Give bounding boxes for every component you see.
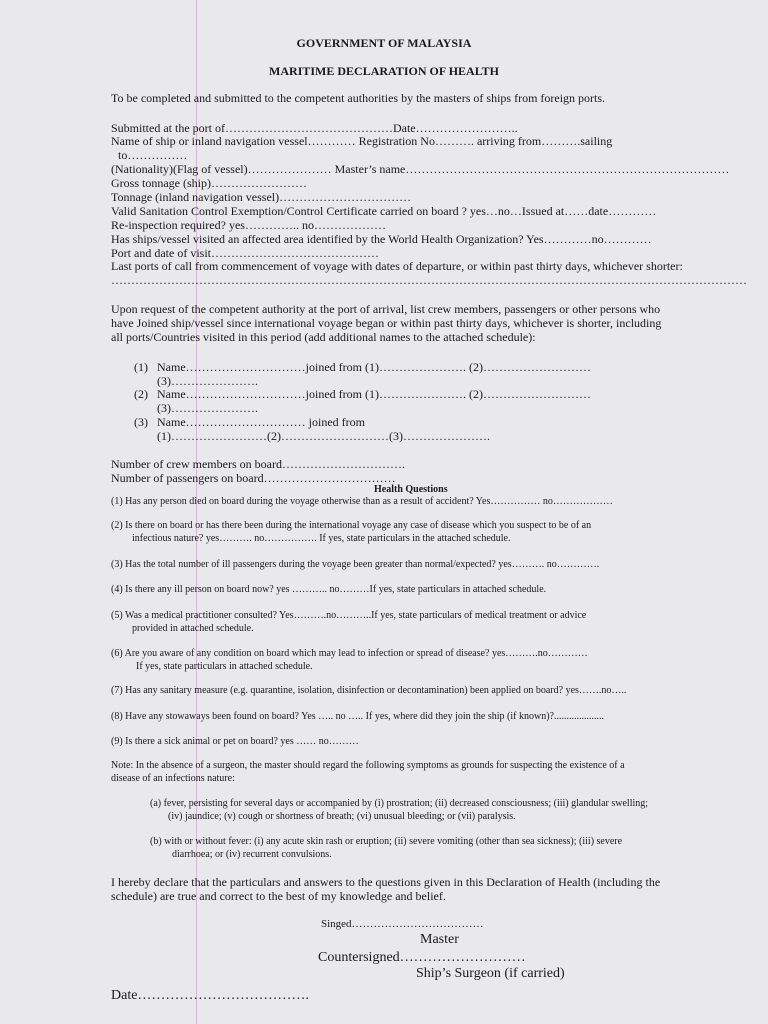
health-questions-title: Health Questions	[374, 484, 448, 495]
symptom-b: diarrhoea; or (iv) recurrent convulsions.	[172, 849, 332, 860]
health-question: (1) Has any person died on board during the voyage otherwise than as a result of accident? Yes…………… no………………	[111, 496, 613, 507]
note-text: Note: In the absence of a surgeon, the master should regard the following symptoms as grounds for suspecting the existence of a	[111, 760, 625, 771]
declaration-text: I hereby declare that the particulars and answers to the questions given in this Declaration of Health (including the	[111, 875, 661, 889]
symptom-a: (iv) jaundice; (v) cough or shortness of breath; (vi) unusual bleeding; or (vii) paralysis.	[168, 811, 516, 822]
health-question: (8) Have any stowaways been found on board? Yes ….. no ….. If yes, where did they join the ship (if known)?....................	[111, 711, 604, 722]
field-port-date: Submitted at the port of……………………………………Date……………………..	[111, 121, 518, 135]
note-text: disease of an infections nature:	[111, 773, 235, 784]
health-question: (7) Has any sanitary measure (e.g. quarantine, isolation, disinfection or decontamination) been applied on board? yes…….no…..	[111, 685, 627, 696]
health-question: (4) Is there any ill person on board now? yes ……….. no………If yes, state particulars in attached schedule.	[111, 584, 547, 595]
master-label: Master	[420, 932, 459, 947]
name-entry-number: (1)	[134, 360, 148, 374]
field-gross-tonnage: Gross tonnage (ship)……………………	[111, 176, 307, 190]
health-question: (6) Are you aware of any condition on board which may lead to infection or spread of disease? yes……….no…………	[111, 648, 588, 659]
symptom-a: (a) fever, persisting for several days or accompanied by (i) prostration; (ii) decreased consciousness; (iii) glandular swelling;	[150, 798, 649, 809]
date-line: Date……………………………….	[111, 988, 309, 1003]
passenger-count: Number of passengers on board……………………………	[111, 471, 396, 485]
declaration-text: schedule) are true and correct to the best of my knowledge and belief.	[111, 889, 446, 903]
crew-request-text: all ports/Countries visited in this period (add additional names to the attached schedule):	[111, 330, 536, 344]
field-port-visit: Port and date of visit……………………………………	[111, 246, 379, 260]
crew-request-text: Upon request of the competent authority at the port of arrival, list crew members, passengers or other persons who	[111, 302, 661, 316]
crew-request-text: have Joined ship/vessel since international voyage began or within past thirty days, whichever is shorter, including	[111, 316, 662, 330]
name-entry-number: (3)	[134, 415, 148, 429]
health-question: (3) Has the total number of ill passengers during the voyage been greater than normal/expected? yes………. no………….	[111, 559, 600, 570]
name-entry-line: (3)………………….	[157, 401, 258, 415]
field-affected-area: Has ships/vessel visited an affected area identified by the World Health Organization? Yes…………no…………	[111, 232, 652, 246]
name-entry-number: (2)	[134, 387, 148, 401]
name-entry-line: (1)……………………(2)………………………(3)………………….	[157, 429, 490, 443]
field-nationality: (Nationality)(Flag of vessel)………………… Master’s name………………………………………………………………………	[111, 162, 730, 176]
name-entry-line: Name…………………………joined from (1)…………………. (2)………………………	[157, 360, 591, 374]
field-ship-name: Name of ship or inland navigation vessel………… Registration No………. arriving from……….sailing	[111, 134, 613, 148]
field-certificate: Valid Sanitation Control Exemption/Control Certificate carried on board ? yes…no…Issued at……date…………	[111, 204, 657, 218]
document-title: MARITIME DECLARATION OF HEALTH	[269, 64, 499, 78]
field-last-ports: Last ports of call from commencement of voyage with dates of departure, or within past thirty days, whichever shorter:	[111, 259, 683, 273]
health-question: (2) Is there on board or has there been during the international voyage any case of disease which you suspect to be of an	[111, 520, 592, 531]
government-title: GOVERNMENT OF MALAYSIA	[296, 36, 472, 50]
field-last-ports-line: ……………………………………………………………………………………………………………………………………………	[111, 273, 747, 287]
name-entry-line: (3)………………….	[157, 374, 258, 388]
field-reinspection: Re-inspection required? yes………….. no………………	[111, 218, 386, 232]
health-question: (9) Is there a sick animal or pet on board? yes …… no………	[111, 736, 359, 747]
crew-count: Number of crew members on board………………………….	[111, 457, 405, 471]
name-entry-line: Name…………………………joined from (1)…………………. (2)………………………	[157, 387, 591, 401]
field-tonnage: Tonnage (inland navigation vessel)……………………………	[111, 190, 412, 204]
health-question: infectious nature? yes………. no……………. If yes, state particulars in the attached schedule.	[132, 533, 511, 544]
symptom-b: (b) with or without fever: (i) any acute skin rash or eruption; (ii) severe vomiting (other than sea sickness); (iii) severe	[150, 836, 623, 847]
intro-text: To be completed and submitted to the competent authorities by the masters of ships from foreign ports.	[111, 91, 606, 105]
health-question: provided in attached schedule.	[132, 623, 254, 634]
surgeon-label: Ship’s Surgeon (if carried)	[416, 966, 565, 981]
countersigned-line: Countersigned………………………	[318, 950, 526, 965]
margin-line	[196, 0, 197, 1024]
health-question: (5) Was a medical practitioner consulted? Yes……….no………..If yes, state particulars of medical treatment or advice	[111, 610, 587, 621]
signed-line: Singed………………………………	[321, 918, 484, 930]
field-sailing-to: to……………	[118, 148, 188, 162]
health-question: If yes, state particulars in attached schedule.	[136, 661, 313, 672]
name-entry-line: Name………………………… joined from	[157, 415, 365, 429]
